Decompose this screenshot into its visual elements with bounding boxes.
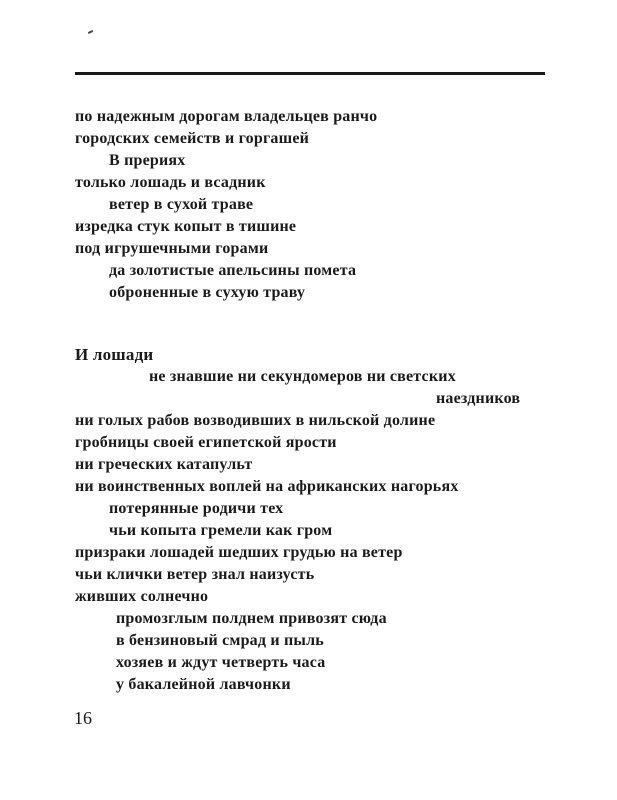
poem-line: изредка стук копыт в тишине [75, 218, 297, 235]
poem-line: В прериях [109, 152, 186, 169]
poem-line: городских семейств и горгашей [75, 130, 310, 147]
page-number: 16 [74, 708, 92, 728]
poem-line: промозглым полднем привозят сюда [116, 610, 387, 627]
poem-line: потерянные родичи тех [109, 500, 284, 517]
poem-line: ни греческих катапульт [75, 456, 253, 473]
poem-line: по надежным дорогам владельцев ранчо [75, 108, 378, 125]
poem-line: живших солнечно [75, 588, 209, 605]
poem-line: ни голых рабов возводивших в нильской долине [75, 412, 436, 429]
poem-line: хозяев и ждут четверть часа [116, 654, 326, 671]
poem-line: не знавшие ни секундомеров ни светских [149, 368, 456, 385]
header-rule [75, 72, 545, 75]
print-speck [88, 30, 93, 34]
poem-line: И лошади [75, 345, 154, 364]
poem-line: да золотистые апельсины помета [109, 262, 357, 279]
poem-line: оброненные в сухую траву [109, 284, 306, 301]
poem-line: чьи клички ветер знал наизусть [75, 566, 315, 583]
poem-line: у бакалейной лавчонки [116, 676, 291, 693]
poem-line: ни воинственных воплей на африканских нагорьях [75, 478, 459, 495]
poem-line: чьи копыта гремели как гром [109, 522, 333, 539]
poem-line: под игрушечными горами [75, 240, 269, 257]
poem-line: гробницы своей египетской ярости [75, 434, 337, 451]
poem-line: в бензиновый смрад и пыль [116, 632, 324, 649]
poem-line: ветер в сухой траве [109, 196, 254, 213]
poem-line: призраки лошадей шедших грудью на ветер [75, 544, 403, 561]
poem-line: наездников [436, 390, 521, 407]
poem-line: только лошадь и всадник [75, 174, 266, 191]
